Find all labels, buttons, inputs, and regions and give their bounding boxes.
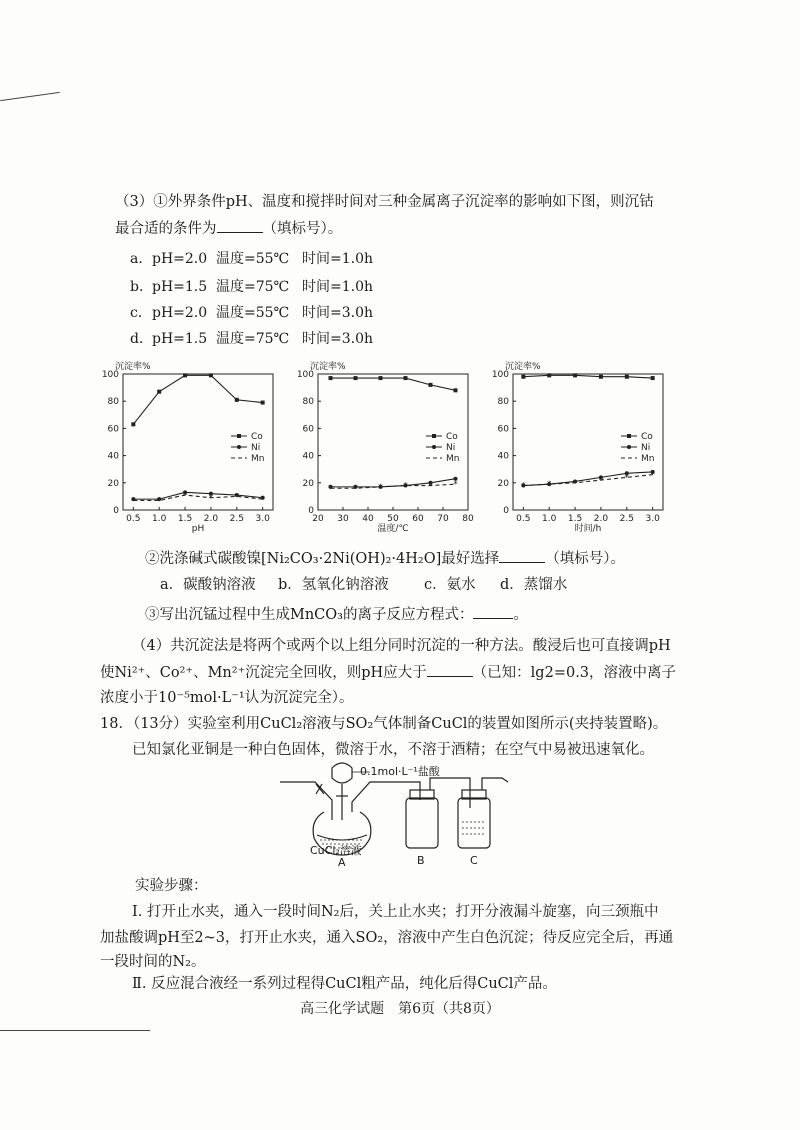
x-tick-label: 3.0 — [255, 514, 270, 524]
point-co — [454, 388, 458, 392]
point-co — [354, 376, 358, 380]
chart-ph — [95, 358, 295, 538]
x-tick-label: 50 — [387, 514, 399, 524]
chart-temperature-svg — [290, 358, 490, 538]
x-axis-label: 时间/h — [574, 524, 602, 534]
point-mn: * — [624, 473, 630, 484]
point-co — [209, 373, 213, 377]
y-tick-label: 20 — [302, 478, 314, 489]
point-mn: * — [453, 480, 458, 491]
x-tick-label: 2.5 — [619, 514, 634, 524]
point-mn: * — [182, 491, 188, 502]
y-axis-label: 沉淀率% — [115, 362, 151, 372]
plot-frame — [318, 374, 468, 510]
q18-line1: 18．（13分）实验室利用CuCl₂溶液与SO₂气体制备CuCl的装置如图所示(夹持装置略)。 — [100, 716, 668, 732]
q3-part3: ③写出沉锰过程中生成MnCO₃的离子反应方程式： 。 — [145, 604, 528, 625]
y-tick-label: 80 — [302, 397, 314, 408]
y-tick-label: 100 — [296, 370, 314, 380]
answer-blank — [217, 218, 263, 233]
chart-time-svg — [485, 358, 685, 538]
point-mn: * — [546, 480, 552, 491]
y-tick-label: 60 — [497, 424, 509, 435]
step2-line: Ⅱ. 反应混合液经一系列过程得CuCl粗产品，纯化后得CuCl产品。 — [132, 976, 557, 992]
point-co — [379, 376, 383, 380]
plot-frame — [513, 374, 663, 510]
answer-blank — [499, 548, 545, 563]
y-tick-label: 80 — [107, 397, 119, 408]
point-co — [599, 375, 603, 379]
y-tick-label: 0 — [503, 506, 509, 516]
legend-label-mn: Mn — [251, 454, 265, 464]
option-d: d．pH=1.5 温度=75℃ 时间=3.0h — [130, 331, 374, 347]
x-axis-label: pH — [191, 524, 205, 534]
x-tick-label: 80 — [462, 514, 474, 524]
label-a: A — [338, 856, 346, 869]
point-mn: * — [650, 470, 655, 481]
legend-marker-ni — [237, 445, 241, 449]
x-tick-label: 20 — [312, 514, 324, 524]
y-axis-label: 沉淀率% — [505, 362, 541, 372]
option-b: b．pH=1.5 温度=75℃ 时间=1.0h — [130, 279, 374, 295]
bottle-c — [458, 798, 490, 848]
dropping-funnel — [332, 763, 352, 783]
point-co — [429, 383, 433, 387]
tube-b-c — [430, 778, 470, 808]
y-tick-label: 0 — [113, 506, 119, 516]
hcl-label: 0.1mol·L⁻¹盐酸 — [360, 765, 440, 778]
series-line-co — [523, 375, 652, 378]
legend-label-ni: Ni — [251, 443, 261, 453]
point-mn: * — [328, 484, 333, 495]
point-mn: * — [353, 484, 358, 495]
point-mn: * — [131, 496, 136, 507]
legend-label-co: Co — [446, 432, 458, 442]
y-tick-label: 20 — [107, 478, 119, 489]
x-tick-label: 1.0 — [542, 514, 557, 524]
tail-tube — [482, 778, 508, 790]
q3-part2-choices: a．碳酸钠溶液 b．氢氧化钠溶液 c．氨水 d．蒸馏水 — [160, 577, 568, 593]
q4-line3: 浓度小于10⁻⁵mol·L⁻¹认为沉淀完全）。 — [100, 690, 354, 706]
x-tick-label: 30 — [337, 514, 349, 524]
q3-part2: ②洗涤碱式碳酸镍[Ni₂CO₃·2Ni(OH)₂·4H₂O]最好选择 （填标号）。 — [145, 548, 625, 569]
q4-line2: 使Ni²⁺、Co²⁺、Mn²⁺沉淀完全回收，则pH应大于 （已知：lg2=0.3，溶液中离子 — [100, 662, 676, 683]
y-tick-label: 60 — [302, 424, 314, 435]
option-c: c．pH=2.0 温度=55℃ 时间=3.0h — [130, 305, 374, 321]
apparatus-diagram — [270, 760, 550, 870]
point-co — [521, 375, 525, 379]
point-mn: * — [378, 482, 383, 493]
point-mn: * — [234, 492, 240, 503]
chart-time — [485, 358, 685, 538]
y-tick-label: 100 — [491, 370, 509, 380]
point-mn: * — [156, 496, 162, 507]
series-line-co — [331, 378, 456, 390]
point-co — [547, 373, 551, 377]
plot-frame — [123, 374, 273, 510]
series-line-co — [133, 375, 262, 424]
y-tick-label: 60 — [107, 424, 119, 435]
legend-label-ni: Ni — [641, 443, 651, 453]
legend-marker-ni — [627, 445, 631, 449]
point-mn: * — [521, 481, 526, 492]
x-axis-label: 温度/℃ — [377, 524, 409, 534]
y-tick-label: 100 — [101, 370, 119, 380]
point-mn: * — [572, 478, 578, 489]
q3-intro-tail: （填标号）。 — [262, 221, 343, 237]
y-tick-label: 40 — [302, 451, 314, 462]
x-tick-label: 2.0 — [593, 514, 609, 524]
flask-liquid-level — [317, 835, 367, 840]
point-co — [131, 422, 135, 426]
point-co — [625, 375, 629, 379]
x-tick-label: 1.5 — [177, 514, 193, 524]
x-tick-label: 40 — [362, 514, 374, 524]
point-co — [235, 398, 239, 402]
legend-marker-ni — [432, 445, 436, 449]
y-tick-label: 20 — [497, 478, 509, 489]
x-tick-label: 2.5 — [229, 514, 244, 524]
steps-title: 实验步骤： — [135, 878, 208, 894]
x-tick-label: 70 — [437, 514, 449, 524]
series-line-mn — [523, 475, 652, 486]
chart-ph-svg — [95, 358, 295, 538]
bottle-c-liquid — [462, 822, 486, 834]
point-mn: * — [428, 481, 433, 492]
point-mn: * — [598, 476, 604, 487]
point-co — [651, 376, 655, 380]
answer-blank — [427, 662, 473, 677]
series-line-ni — [523, 472, 652, 486]
q3-intro-line1: （3）①外界条件pH、温度和搅拌时间对三种金属离子沉淀率的影响如下图，则沉钴 — [115, 194, 654, 210]
label-b: B — [417, 854, 425, 867]
legend-label-mn: Mn — [446, 454, 460, 464]
legend-label-mn: Mn — [641, 454, 655, 464]
q3-intro-line2 — [115, 218, 342, 239]
q3-intro-text: 最合适的条件为 — [115, 221, 217, 237]
point-mn: * — [403, 481, 408, 492]
y-tick-label: 80 — [497, 397, 509, 408]
legend-marker-co — [627, 434, 631, 438]
series-line-ni — [133, 491, 262, 502]
point-co — [183, 373, 187, 377]
legend-marker-co — [432, 434, 436, 438]
label-c: C — [470, 854, 478, 867]
y-tick-label: 40 — [497, 451, 509, 462]
x-tick-label: 0.5 — [126, 514, 141, 524]
point-co — [157, 390, 161, 394]
point-co — [573, 373, 577, 377]
point-co — [329, 376, 333, 380]
scan-artifact-bottom — [0, 1030, 150, 1031]
gas-inlet-tube — [280, 782, 332, 820]
cucl2-label: CuCl₂溶液 — [310, 844, 362, 857]
step1-line1: Ⅰ. 打开止水夹，通入一段时间N₂后，关上止水夹；打开分液漏斗旋塞，向三颈瓶中 — [132, 904, 659, 920]
page-footer: 高三化学试题 第6页（共8页） — [300, 1001, 500, 1017]
step1-line3: 一段时间的N₂。 — [100, 954, 206, 970]
point-co — [261, 401, 265, 405]
x-tick-label: 1.5 — [567, 514, 583, 524]
q4-line1: （4）共沉淀法是将两个或两个以上组分同时沉淀的一种方法。酸浸后也可直接调pH — [132, 638, 671, 654]
legend-label-co: Co — [641, 432, 653, 442]
x-tick-label: 3.0 — [645, 514, 660, 524]
chart-temperature — [290, 358, 490, 538]
x-tick-label: 1.0 — [152, 514, 167, 524]
legend-label-ni: Ni — [446, 443, 456, 453]
x-tick-label: 2.0 — [203, 514, 219, 524]
point-mn: * — [208, 493, 214, 504]
x-tick-label: 60 — [412, 514, 424, 524]
y-tick-label: 0 — [308, 506, 314, 516]
step1-line2: 加盐酸调pH至2~3，打开止水夹，通入SO₂，溶液中产生白色沉淀；待反应完全后，再通 — [100, 930, 674, 946]
legend-label-co: Co — [251, 432, 263, 442]
point-mn: * — [260, 495, 265, 506]
answer-blank — [473, 604, 513, 619]
point-co — [404, 376, 408, 380]
q18-line2: 已知氯化亚铜是一种白色固体，微溶于水，不溶于酒精；在空气中易被迅速氧化。 — [132, 742, 654, 758]
y-tick-label: 40 — [107, 451, 119, 462]
legend-marker-co — [237, 434, 241, 438]
scan-artifact-top — [0, 92, 60, 101]
x-tick-label: 0.5 — [516, 514, 531, 524]
bottle-b — [406, 798, 438, 848]
option-a: a．pH=2.0 温度=55℃ 时间=1.0h — [130, 251, 374, 267]
y-axis-label: 沉淀率% — [310, 362, 346, 372]
